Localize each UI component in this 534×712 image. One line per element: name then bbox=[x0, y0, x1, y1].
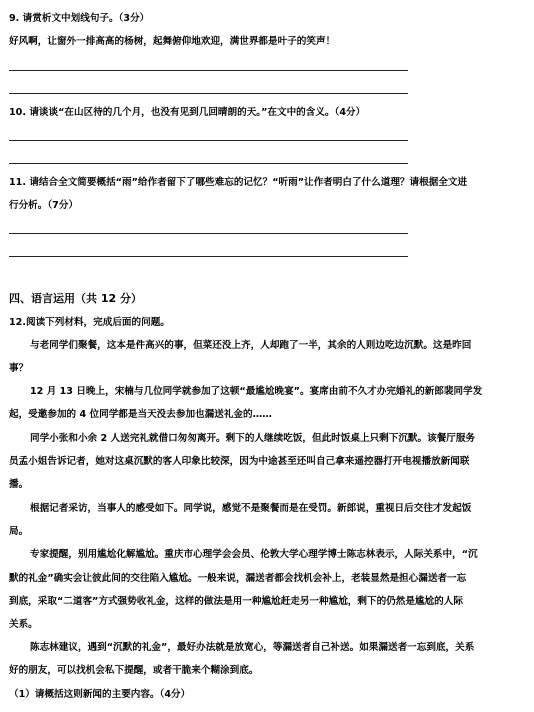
q11-prompt-line-1: 11. 请结合全文简要概括“雨”给作者留下了哪些难忘的记忆？“听雨”让作者明白了什么道理？请根据全文进 bbox=[9, 177, 468, 188]
answer-line bbox=[9, 256, 408, 257]
answer-line bbox=[9, 70, 408, 71]
article-paragraph-line: 事？ bbox=[9, 363, 29, 374]
answer-line bbox=[9, 93, 408, 94]
q12-prompt: 12.阅读下列材料，完成后面的问题。 bbox=[9, 317, 170, 328]
answer-line bbox=[9, 140, 408, 141]
article-paragraph-line: 12 月 13 日晚上，宋楠与几位同学就参加了这顿“最尴尬晚宴”。宴席由前不久才办完婚礼的新郎裴同学发 bbox=[30, 386, 483, 397]
q11-prompt-line-2: 行分析。（7分） bbox=[9, 200, 79, 211]
article-paragraph-line: 根据记者采访，当事人的感受如下。同学说，感觉不是聚餐而是在受罚。新郎说，重视日后交往才发起饭 bbox=[30, 503, 472, 514]
article-paragraph-line: 同学小张和小余 2 人送完礼就借口匆匆离开。剩下的人继续吃饭，但此时饭桌上只剩下沉默。该餐厅服务 bbox=[30, 433, 476, 444]
article-paragraph-line: 默的礼金”确实会让彼此间的交往陷入尴尬。一般来说，漏送者都会找机会补上，老装显然是担心漏送者一忘 bbox=[9, 573, 467, 584]
q9-underlined-sentence: 好风啊，让窗外一排高高的杨树，起舞俯仰地欢迎，满世界都是叶子的笑声！ bbox=[9, 36, 336, 47]
article-paragraph-line: 好的朋友，可以找机会私下提醒，或者干脆来个糊涂到底。 bbox=[9, 665, 259, 676]
article-paragraph-line: 播。 bbox=[9, 479, 29, 490]
article-paragraph-line: 起，受邀参加的 4 位同学都是当天没去参加也漏送礼金的…… bbox=[9, 409, 272, 420]
q10-prompt: 10. 请谈谈“在山区待的几个月，也没有见到几回晴朗的天。”在文中的含义。（4分） bbox=[9, 107, 366, 118]
answer-line bbox=[9, 163, 408, 164]
article-paragraph-line: 陈志林建议，遇到“沉默的礼金”，最好办法就是放宽心，等漏送者自己补送。如果漏送者一忘到底，关系 bbox=[30, 642, 475, 653]
article-paragraph-line: 到底，采取“二道客”方式强势收礼金，这样的做法是用一种尴尬赶走另一种尴尬，剩下的仍然是尴尬的人际 bbox=[9, 596, 463, 607]
q12-1-prompt: （1）请概括这则新闻的主要内容。（4分） bbox=[9, 689, 191, 700]
answer-line bbox=[9, 233, 408, 234]
section-heading: 四、语言运用（共 12 分） bbox=[9, 292, 142, 305]
article-paragraph-line: 员孟小姐告诉记者，她对这桌沉默的客人印象比较深，因为中途甚至还叫自己拿来遥控器打开电视播放新闻联 bbox=[9, 456, 470, 467]
article-paragraph-line: 专家提醒，别用尴尬化解尴尬。重庆市心理学会会员、伦敦大学心理学博士陈志林表示，人际关系中，“沉 bbox=[30, 549, 478, 560]
article-paragraph-line: 关系。 bbox=[9, 619, 38, 630]
article-paragraph-line: 局。 bbox=[9, 526, 29, 537]
q9-prompt: 9. 请赏析文中划线句子。（3分） bbox=[9, 13, 150, 24]
article-paragraph-line: 与老同学们聚餐，这本是件高兴的事，但菜还没上齐，人却跑了一半，其余的人则边吃边沉默。这是昨回 bbox=[30, 340, 472, 351]
